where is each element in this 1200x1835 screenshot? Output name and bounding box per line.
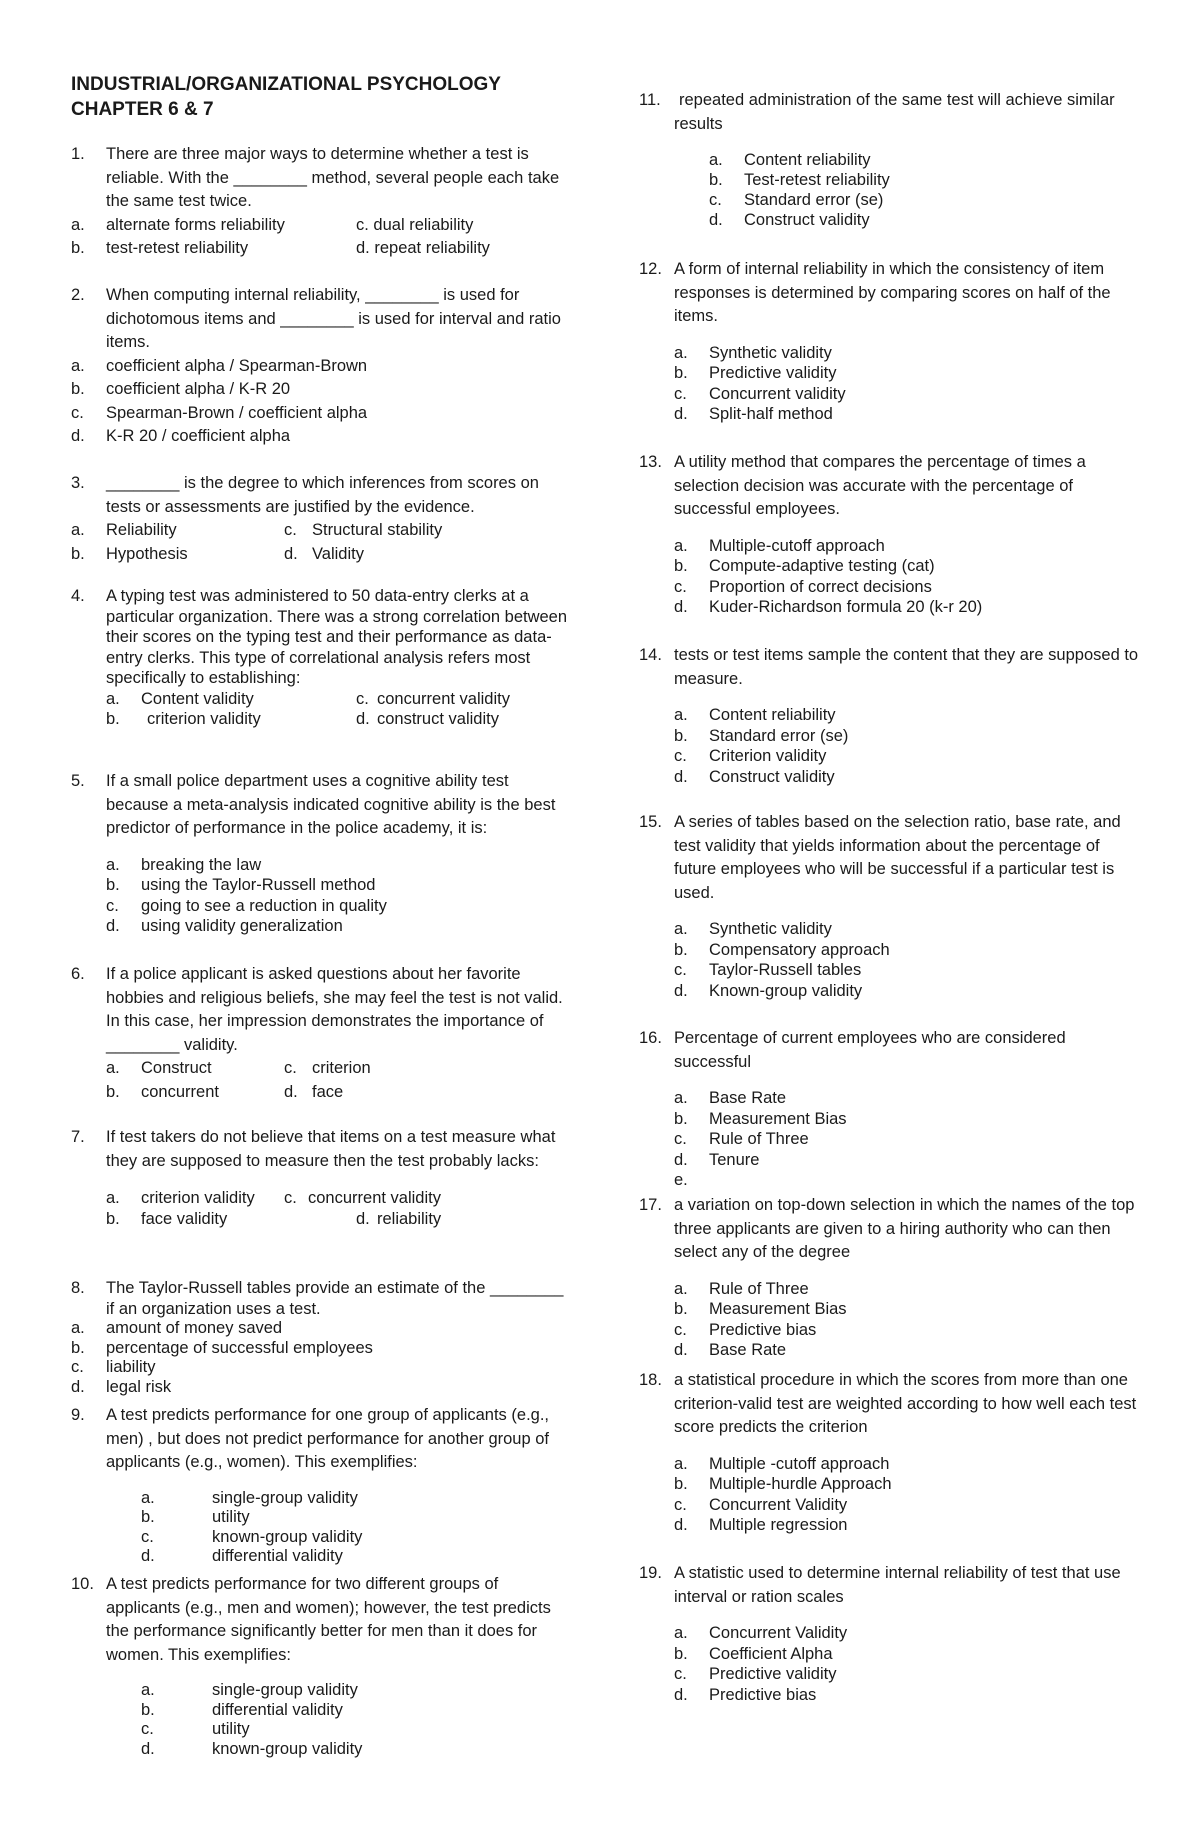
option-text: concurrent validity [377, 689, 510, 708]
option: b. coefficient alpha / K-R 20 [71, 380, 291, 398]
question-1 [71, 143, 571, 261]
option: c. Taylor-Russell tables [674, 961, 862, 979]
option: d. Multiple regression [674, 1516, 848, 1534]
question-number: 9. [71, 1406, 85, 1424]
option-text: criterion validity [141, 1189, 255, 1207]
question-number: 18. [639, 1371, 662, 1389]
question-8 [71, 1278, 571, 1397]
option-text: face validity [141, 1209, 228, 1228]
question-text: a statistical procedure in which the scores from more than one criterion-valid test are weighted according to how well each test score predicts the criterion [674, 1371, 1137, 1436]
question-text: repeated administration of the same test will achieve similar results [674, 91, 1115, 133]
option-text: reliability [377, 1209, 442, 1228]
question-text: A form of internal reliability in which the consistency of item responses is determined by comparing scores on half of the items. [674, 260, 1111, 325]
option: d. Kuder-Richardson formula 20 (k-r 20) [674, 598, 983, 616]
question-text: When computing internal reliability, ________ is used for dichotomous items and ________ is used for interval and ratio items. [106, 286, 561, 351]
question-number: 12. [639, 260, 662, 278]
question-text: ________ is the degree to which inferences from scores on tests or assessments are justified by the evidence. [106, 474, 539, 516]
option: d. Split-half method [674, 405, 833, 423]
option: a. Concurrent Validity [674, 1624, 848, 1642]
question-number: 11. [639, 91, 661, 109]
option: a. Synthetic validity [674, 343, 832, 362]
option: d. Predictive bias [674, 1685, 817, 1704]
option: a. coefficient alpha / Spearman-Brown [71, 356, 368, 375]
option: b. Predictive validity [674, 364, 837, 382]
question-text: Percentage of current employees who are considered successful [674, 1029, 1066, 1071]
option: a. Content reliability [674, 706, 836, 724]
option: d. Construct validity [674, 767, 835, 786]
option: b. Measurement Bias [674, 1109, 847, 1128]
option-text: d. repeat reliability [356, 239, 490, 257]
option: a. single-group validity [141, 1681, 358, 1699]
option-text: test-retest reliability [106, 239, 249, 257]
option: d. Construct validity [709, 211, 870, 229]
option-text: Content validity [141, 689, 254, 708]
option: c. Proportion of correct decisions [674, 577, 932, 596]
option: c. known-group validity [141, 1527, 363, 1546]
question-number: 13. [639, 453, 662, 471]
question-7: 7. If test takers do not believe that items on a test measure what they are supposed to measure then the test probably lacks: a. criterion validity c. concurrent validity b. face validity d. reliability [71, 1126, 571, 1228]
question-number: 8. [71, 1279, 85, 1297]
option-text: criterion [312, 1059, 371, 1077]
question-text: tests or test items sample the content that they are supposed to measure. [674, 646, 1139, 688]
question-text: A typing test was administered to 50 data-entry clerks at a particular organization. There was a strong correlation between their scores on the typing test and their performance as data-entry clerks. This type of correlational analysis refers most specifically to establishing: [106, 587, 568, 687]
option-text: concurrent [141, 1082, 219, 1101]
question-text: If test takers do not believe that items on a test measure what they are supposed to measure then the test probably lacks: [106, 1128, 556, 1170]
option-text: Validity [312, 544, 364, 563]
option: b. Compute-adaptive testing (cat) [674, 557, 935, 575]
option: c. Predictive bias [674, 1320, 817, 1339]
question-number: 1. [71, 145, 85, 163]
question-text: A test predicts performance for two different groups of applicants (e.g., men and women); however, the test predicts the performance significantly better for men than it does for women. This exemplifies: [106, 1575, 551, 1664]
question-number: 6. [71, 965, 85, 983]
option-text: construct validity [377, 710, 499, 728]
question-17 [639, 1194, 1139, 1361]
option: b. Test-retest reliability [709, 171, 890, 189]
question-number: 5. [71, 772, 85, 790]
question-2 [71, 284, 571, 449]
option: d. Known-group validity [674, 981, 863, 1000]
option-letter: a. [71, 215, 85, 234]
option: c. Criterion validity [674, 747, 827, 765]
option: b. percentage of successful employees [71, 1338, 373, 1357]
option: c. Predictive validity [674, 1665, 837, 1683]
option: c. Standard error (se) [709, 191, 884, 209]
question-text: If a police applicant is asked questions about her favorite hobbies and religious beliefs, she may feel the test is not valid. In this case, her impression demonstrates the importance of ________ validity. [106, 965, 563, 1054]
option: b. using the Taylor-Russell method [106, 876, 376, 894]
option: d. differential validity [141, 1547, 343, 1565]
question-9 [71, 1404, 571, 1567]
question-6: 6. If a police applicant is asked questions about her favorite hobbies and religious beliefs, she may feel the test is not valid. In this case, her impression demonstrates the importance of ________ validity. a. Construct c. criterion b. concurrent d. face [71, 963, 571, 1104]
question-number: 3. [71, 474, 85, 492]
question-number: 14. [639, 646, 662, 664]
question-4: 4. A typing test was administered to 50 data-entry clerks at a particular organization. There was a strong correlation between their scores on the typing test and their performance as data-entry clerks. This type of correlational analysis refers most specifically to establishing: a. Content validity c. concurrent validity b. criterion validity d. construct validity [71, 587, 568, 728]
question-10 [71, 1573, 571, 1759]
option: a. Rule of Three [674, 1279, 809, 1298]
option-text: c. dual reliability [356, 215, 474, 234]
question-13 [639, 451, 1139, 618]
question-11 [639, 89, 1139, 230]
question-text: The Taylor-Russell tables provide an estimate of the ________ if an organization uses a test. [106, 1279, 564, 1318]
option: a. Synthetic validity [674, 920, 832, 938]
question-text: a variation on top-down selection in which the names of the top three applicants are given to a hiring authority who can then select any of the degree [674, 1196, 1135, 1261]
page-title [71, 72, 591, 122]
option-text: face [312, 1082, 344, 1101]
question-number: 16. [639, 1029, 662, 1047]
option: a. amount of money saved [71, 1319, 283, 1337]
question-number: 4. [71, 587, 85, 605]
question-16: 16. Percentage of current employees who are considered successful a. Base Rate b. Measurement Bias c. Rule of Three d. Tenure e. [639, 1027, 1139, 1170]
option: b. Standard error (se) [674, 726, 849, 745]
question-number: 15. [639, 813, 662, 831]
option: b. Compensatory approach [674, 940, 890, 959]
question-14 [639, 644, 1139, 787]
question-5 [71, 770, 571, 937]
option: c. utility [141, 1720, 250, 1738]
option: b. Coefficient Alpha [674, 1644, 833, 1663]
option: d. Tenure [674, 1150, 760, 1169]
question-19 [639, 1562, 1139, 1705]
question-text: A utility method that compares the percentage of times a selection decision was accurate with the percentage of successful employees. [674, 453, 1086, 518]
question-number: 7. [71, 1128, 85, 1146]
option: c. Rule of Three [674, 1130, 809, 1148]
option-text: alternate forms reliability [106, 215, 285, 234]
option: c. going to see a reduction in quality [106, 896, 387, 915]
question-15 [639, 811, 1139, 1001]
option: a. breaking the law [106, 855, 262, 874]
option: c. Spearman-Brown / coefficient alpha [71, 403, 368, 422]
question-text: A statistic used to determine internal reliability of test that use interval or ration scales [674, 1564, 1121, 1606]
option: c. Concurrent Validity [674, 1495, 848, 1514]
question-3: 3. ________ is the degree to which inferences from scores on tests or assessments are justified by the evidence. a. Reliability c. Structural stability b. Hypothesis d. Validity [71, 472, 571, 566]
option: b. utility [141, 1508, 250, 1526]
question-number: 10. [71, 1575, 94, 1593]
question-number: 19. [639, 1564, 662, 1582]
option: b. Multiple-hurdle Approach [674, 1475, 892, 1493]
option: c. Concurrent validity [674, 384, 846, 403]
title-line-1: INDUSTRIAL/ORGANIZATIONAL PSYCHOLOGY [71, 74, 501, 95]
option: d. legal risk [71, 1377, 172, 1396]
question-text: A series of tables based on the selection ratio, base rate, and test validity that yields information about the percentage of future employees who will be successful if a particular test is used. [674, 813, 1121, 902]
option-text: Reliability [106, 521, 177, 539]
title-line-2: CHAPTER 6 & 7 [71, 99, 214, 120]
option-text: Construct [141, 1059, 212, 1077]
option: b. differential validity [141, 1700, 343, 1719]
option: a. Base Rate [674, 1089, 787, 1107]
option-letter: b. [71, 239, 85, 257]
option: a. Content reliability [709, 151, 871, 169]
question-12 [639, 258, 1139, 425]
option: d. using validity generalization [106, 917, 343, 935]
question-number: 2. [71, 286, 85, 304]
question-18 [639, 1369, 1139, 1536]
option: a. single-group validity [141, 1488, 358, 1507]
question-text: There are three major ways to determine whether a test is reliable. With the ________ method, several people each take the same test twice. [106, 145, 560, 210]
option-text: Hypothesis [106, 544, 188, 563]
option-text: concurrent validity [308, 1189, 441, 1207]
option: d. K-R 20 / coefficient alpha [71, 427, 291, 445]
option: a. Multiple-cutoff approach [674, 536, 885, 555]
option: a. Multiple -cutoff approach [674, 1454, 890, 1473]
option-text: Structural stability [312, 521, 443, 539]
question-text: If a small police department uses a cognitive ability test because a meta-analysis indicated cognitive ability is the best predictor of performance in the police academy, it is: [106, 772, 556, 837]
option: d. Base Rate [674, 1341, 787, 1359]
option-text: criterion validity [147, 710, 261, 728]
option: c. liability [71, 1358, 156, 1376]
option: d. known-group validity [141, 1739, 363, 1758]
question-number: 17. [639, 1196, 662, 1214]
question-text: A test predicts performance for one group of applicants (e.g., men) , but does not predict performance for another group of applicants (e.g., women). This exemplifies: [106, 1406, 550, 1471]
option: b. Measurement Bias [674, 1300, 847, 1318]
